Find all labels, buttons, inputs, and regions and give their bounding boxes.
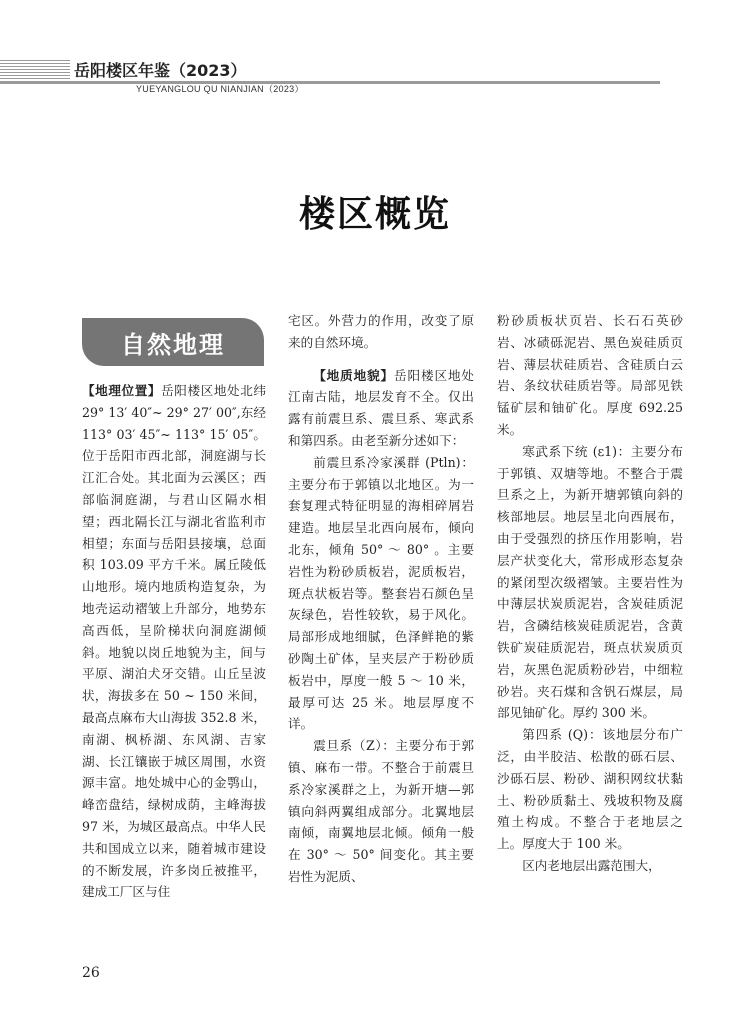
text-column-1 — [82, 380, 266, 903]
section-heading — [82, 318, 264, 366]
paragraph-tag: 【地理位置】 — [82, 383, 162, 398]
header-rule — [0, 81, 660, 84]
paragraph-cambrian: 寒武系下统 (ε1)：主要分布于郭镇、双塘等地。不整合于震旦系之上，为新开塘郭镇向斜的核部地层。地层呈北向西展布，由于受强烈的挤压作用影响，岩层产状变化大，常形成形态复杂的紧闭型次级褶皱。主要岩性为中薄层状炭质泥岩，含炭硅质泥岩，含磷结核炭硅质泥岩，含黄铁矿炭硅质泥岩，斑点状炭质页岩，灰黑色泥质粉砂岩，中细粒砂岩。夹石煤和含钒石煤层，局部见铀矿化。厚约 300 米。 — [497, 443, 683, 721]
section-heading-label: 自然地理 — [121, 329, 225, 359]
paragraph-geology — [288, 365, 474, 452]
running-header-subtitle: YUEYANGLOU QU NIANJIAN（2023） — [136, 84, 304, 94]
text-column-3 — [497, 310, 683, 877]
paragraph-continuation: 宅区。外营力的作用，改变了原来的自然环境。 — [288, 313, 474, 350]
chapter-title: 楼区概览 — [298, 193, 451, 235]
paragraph-quaternary: 第四系 (Q)：该地层分布广泛，由半胶洁、松散的砾石层、沙砾石层、粉砂、湖积网纹状黏土、粉砂质黏土、残坡积物及腐殖土构成。不整合于老地层之上。厚度大于 100 米。 — [497, 727, 683, 852]
paragraph-continuation: 粉砂质板状页岩、长石石英砂岩、冰碛砾泥岩、黑色炭硅质页岩、薄层状硅质岩、含硅质白云岩、条纹状硅质岩等。局部见铁锰矿层和铀矿化。厚度 692.25 米。 — [497, 313, 683, 437]
paragraph-pre-sinian: 前震旦系冷家溪群 (Ptln)：主要分布于郭镇以北地区。为一套复理式特征明显的海相碎屑岩建造。地层呈北西向展布，倾向北东，倾角 50° ～ 80° 。主要岩性为粉砂质板岩，泥质板岩，斑点状板岩等。整套岩石颜色呈灰绿色，岩性较软，易于风化。局部形成地细腻，色泽鲜艳的紫砂陶土矿体，呈夹层产于粉砂质板岩中，厚度一般 5 ～ 10 米，最厚可达 25 米。地层厚度不详。 — [288, 454, 474, 732]
paragraph-text: 岳阳楼区地处北纬 29° 13′ 40″~ 29° 27′ 00″,东经 113° 03′ 45″~ 113° 15′ 05″。位于岳阳市西北部，洞庭湖与长江汇合处。其北面为云溪区；西部临洞庭湖，与君山区隔水相望；西北隔长江与湖北省监利市相望；东面与岳阳县接壤，总面积 103.09 平方千米。属丘陵低山地形。境内地质构造复杂，为地壳运动褶皱上升部分，地势东高西低，呈阶梯状向洞庭湖倾斜。地貌以岗丘地貌为主，间与平原、湖泊犬牙交错。山丘呈波状，海拔多在 50 ~ 150 米间，最高点麻布大山海拔 352.8 米，南湖、枫桥湖、东风湖、吉家湖、长江镶嵌于城区周围，水资源丰富。地处城中心的金鹗山，峰峦盘结，绿树成荫，主峰海拔 97 米，为城区最高点。中华人民共和国成立以来，随着城市建设的不断发展，许多岗丘被推平，建成工厂区与住 — [82, 383, 267, 900]
paragraph-geographic-location — [82, 380, 266, 903]
running-header-title: 岳阳楼区年鉴（2023） — [74, 61, 247, 80]
paragraph-text: 岳阳楼区地处江南古陆，地层发育不全。仅出露有前震旦系、震旦系、寒武系和第四系。由老至新分述如下： — [288, 367, 475, 448]
paragraph-old-strata: 区内老地层出露范围大， — [522, 857, 661, 873]
page-number: 26 — [82, 965, 100, 981]
paragraph-sinian: 震旦系（Z）：主要分布于郭镇、麻布一带。不整合于前震旦系冷家溪群之上，为新开塘—郭镇向斜两翼组成部分。北翼地层南倾，南翼地层北倾。倾角一般在 30° ～ 50° 间变化。其主要岩性为泥质、 — [288, 738, 474, 884]
text-column-2 — [288, 310, 474, 888]
paragraph-tag: 【地质地貌】 — [313, 367, 395, 383]
